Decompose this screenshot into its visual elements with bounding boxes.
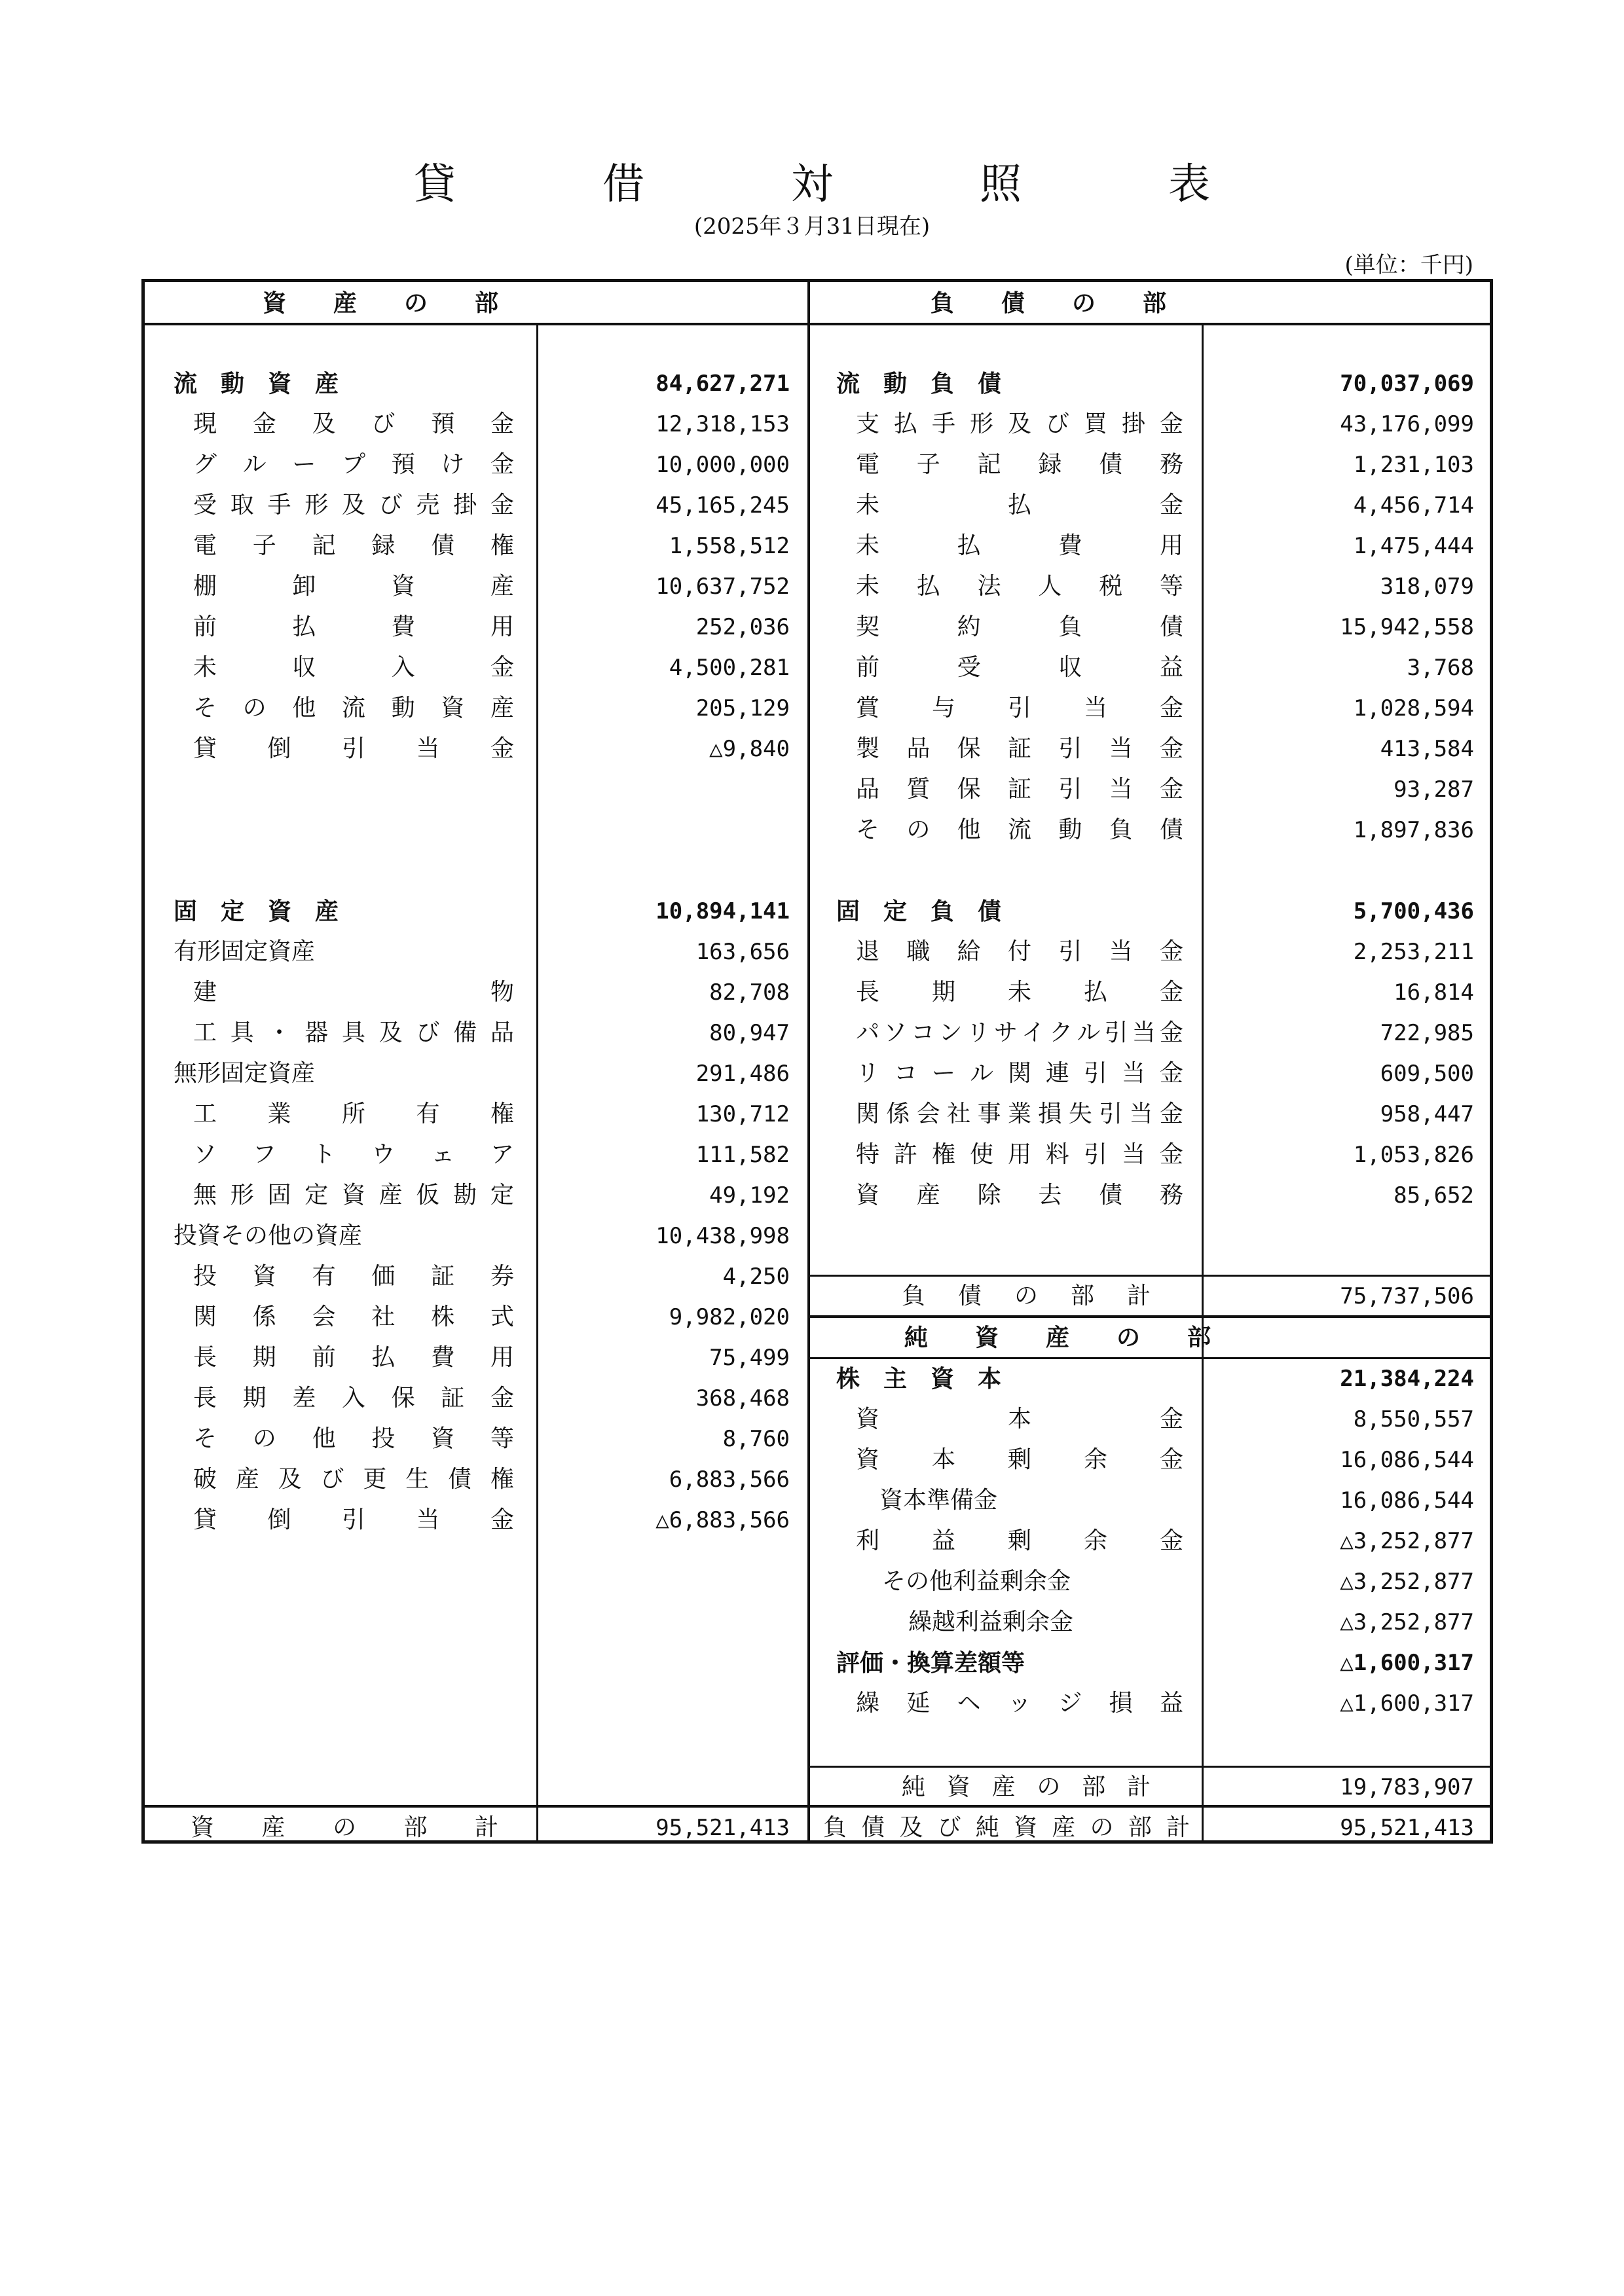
net-assets-total-row bbox=[810, 1767, 1490, 1808]
table-row bbox=[145, 485, 807, 526]
row-label: 貸 倒 引 当 金 bbox=[193, 735, 514, 762]
row-value: 95,521,413 bbox=[1340, 1815, 1474, 1841]
row-value: 1,231,103 bbox=[1353, 452, 1474, 478]
row-label: 固 定 資 産 bbox=[174, 898, 339, 925]
table-row bbox=[145, 1216, 807, 1256]
row-value: 8,550,557 bbox=[1353, 1406, 1474, 1432]
row-value: 5,700,436 bbox=[1353, 898, 1474, 924]
row-label: 電 子 記 録 債 権 bbox=[193, 532, 514, 559]
assets-total-row bbox=[145, 1808, 807, 1848]
row-label: 未 払 金 bbox=[856, 492, 1183, 519]
table-row bbox=[810, 1561, 1490, 1602]
assets-header: 資 産 の 部 bbox=[263, 289, 499, 317]
row-value: 43,176,099 bbox=[1340, 411, 1474, 437]
row-value: 958,447 bbox=[1380, 1101, 1474, 1127]
table-row bbox=[810, 647, 1490, 688]
row-value: 15,942,558 bbox=[1340, 614, 1474, 640]
row-value: △3,252,877 bbox=[1340, 1569, 1474, 1595]
table-row bbox=[145, 932, 807, 972]
row-value: 16,086,544 bbox=[1340, 1487, 1474, 1514]
row-label: 工 具 ・ 器 具 及 び 備 品 bbox=[193, 1019, 514, 1046]
row-value: 318,079 bbox=[1380, 574, 1474, 600]
row-value: △3,252,877 bbox=[1340, 1528, 1474, 1554]
row-label: そ の 他 流 動 負 債 bbox=[856, 816, 1183, 843]
row-label: 製 品 保 証 引 当 金 bbox=[856, 735, 1183, 762]
row-value: 8,760 bbox=[722, 1426, 790, 1452]
row-label: 固 定 負 債 bbox=[836, 898, 1002, 925]
row-value: 21,384,224 bbox=[1340, 1366, 1474, 1392]
row-value: 205,129 bbox=[695, 695, 790, 721]
row-label: 工 業 所 有 権 bbox=[193, 1101, 514, 1127]
fixed-assets-row bbox=[145, 891, 807, 932]
row-value: △3,252,877 bbox=[1340, 1609, 1474, 1635]
liabilities-total-row bbox=[810, 1276, 1490, 1317]
table-row bbox=[810, 972, 1490, 1013]
row-value: 75,737,506 bbox=[1340, 1283, 1474, 1309]
table-row bbox=[810, 1053, 1490, 1094]
row-label: 無形固定資産 bbox=[174, 1060, 316, 1087]
table-row bbox=[810, 688, 1490, 729]
row-value: △9,840 bbox=[709, 736, 790, 762]
balance-sheet-table bbox=[141, 279, 1493, 1844]
net-assets-header: 純 資 産 の 部 bbox=[904, 1324, 1211, 1351]
row-value: 10,438,998 bbox=[655, 1223, 790, 1249]
table-row bbox=[145, 1175, 807, 1216]
row-value: 10,894,141 bbox=[655, 898, 790, 924]
row-label: 無 形 固 定 資 産 仮 勘 定 bbox=[193, 1182, 514, 1209]
row-value: 163,656 bbox=[695, 939, 790, 965]
row-value: 84,627,271 bbox=[655, 371, 790, 397]
table-row bbox=[810, 1480, 1490, 1521]
row-value: 291,486 bbox=[695, 1061, 790, 1087]
row-value: 49,192 bbox=[709, 1182, 790, 1209]
table-row bbox=[810, 1602, 1490, 1643]
row-label: 受 取 手 形 及 び 売 掛 金 bbox=[193, 492, 514, 519]
row-value: 4,250 bbox=[722, 1264, 790, 1290]
row-value: △1,600,317 bbox=[1340, 1650, 1474, 1676]
row-value: 413,584 bbox=[1380, 736, 1474, 762]
current-assets-row bbox=[145, 363, 807, 404]
row-label: 品 質 保 証 引 当 金 bbox=[856, 776, 1183, 803]
row-label: パ ソ コ ン リ サ イ ク ル 引 当 金 bbox=[856, 1019, 1183, 1046]
table-row bbox=[810, 1440, 1490, 1480]
table-row bbox=[810, 729, 1490, 769]
row-value: 722,985 bbox=[1380, 1020, 1474, 1046]
row-label: 未 払 法 人 税 等 bbox=[856, 573, 1183, 600]
valuation-row bbox=[810, 1643, 1490, 1683]
table-row bbox=[810, 485, 1490, 526]
table-row bbox=[145, 1338, 807, 1378]
table-row bbox=[145, 607, 807, 647]
row-value: 4,500,281 bbox=[669, 655, 790, 681]
row-label: 退 職 給 付 引 当 金 bbox=[856, 938, 1183, 965]
row-value: 1,028,594 bbox=[1353, 695, 1474, 721]
row-label: 資 本 金 bbox=[856, 1406, 1183, 1432]
row-label: 関 係 会 社 事 業 損 失 引 当 金 bbox=[856, 1101, 1183, 1127]
row-value: 85,652 bbox=[1393, 1182, 1474, 1209]
row-label: 長 期 差 入 保 証 金 bbox=[193, 1385, 514, 1412]
row-value: 4,456,714 bbox=[1353, 492, 1474, 519]
row-label: リ コ ー ル 関 連 引 当 金 bbox=[856, 1060, 1183, 1087]
row-value: 252,036 bbox=[695, 614, 790, 640]
table-row bbox=[145, 1053, 807, 1094]
date-label: (2025年３月31日現在) bbox=[693, 213, 931, 240]
row-label: 賞 与 引 当 金 bbox=[856, 695, 1183, 721]
table-row bbox=[145, 972, 807, 1013]
row-label: グ ル ー プ 預 け 金 bbox=[193, 451, 514, 478]
row-label: 長 期 前 払 費 用 bbox=[193, 1344, 514, 1371]
row-value: 16,086,544 bbox=[1340, 1447, 1474, 1473]
unit-label: (単位：千円) bbox=[1344, 252, 1473, 278]
row-label: 負 債 及 び 純 資 産 の 部 計 bbox=[823, 1814, 1190, 1841]
row-label: 投資その他の資産 bbox=[174, 1222, 363, 1249]
row-value: 75,499 bbox=[709, 1345, 790, 1371]
row-value: △6,883,566 bbox=[655, 1507, 790, 1533]
page-title: 貸 借 対 照 表 bbox=[414, 160, 1263, 209]
row-value: 1,558,512 bbox=[669, 533, 790, 559]
row-label: 特 許 権 使 用 料 引 当 金 bbox=[856, 1141, 1183, 1168]
row-label: 前 受 収 益 bbox=[856, 654, 1183, 681]
equity-row bbox=[810, 1358, 1490, 1399]
row-label: 支 払 手 形 及 び 買 掛 金 bbox=[856, 410, 1183, 437]
table-row bbox=[810, 445, 1490, 485]
row-value: 70,037,069 bbox=[1340, 371, 1474, 397]
table-row bbox=[810, 607, 1490, 647]
table-row bbox=[145, 1135, 807, 1175]
row-label: 建 物 bbox=[193, 979, 514, 1006]
row-label: 前 払 費 用 bbox=[193, 613, 514, 640]
row-label: 利 益 剰 余 金 bbox=[856, 1527, 1183, 1554]
table-row bbox=[810, 1094, 1490, 1135]
row-label: 現 金 及 び 預 金 bbox=[193, 410, 514, 437]
row-label: 長 期 未 払 金 bbox=[856, 979, 1183, 1006]
row-value: 1,475,444 bbox=[1353, 533, 1474, 559]
fixed-liabilities-row bbox=[810, 891, 1490, 932]
table-row bbox=[145, 1094, 807, 1135]
row-label: 関 係 会 社 株 式 bbox=[193, 1303, 514, 1330]
table-row bbox=[145, 404, 807, 445]
table-row bbox=[145, 688, 807, 729]
row-label: 棚 卸 資 産 bbox=[193, 573, 514, 600]
row-value: 1,897,836 bbox=[1353, 817, 1474, 843]
row-value: 9,982,020 bbox=[669, 1304, 790, 1330]
table-row bbox=[145, 729, 807, 769]
table-row bbox=[810, 810, 1490, 850]
table-row bbox=[145, 566, 807, 607]
row-label: 資本準備金 bbox=[879, 1487, 998, 1514]
row-value: 95,521,413 bbox=[655, 1815, 790, 1841]
row-label: 流 動 資 産 bbox=[174, 370, 339, 397]
row-label: 未 収 入 金 bbox=[193, 654, 514, 681]
row-value: 1,053,826 bbox=[1353, 1142, 1474, 1168]
table-row bbox=[145, 647, 807, 688]
row-label: 繰越利益剰余金 bbox=[908, 1609, 1074, 1635]
row-value: △1,600,317 bbox=[1340, 1690, 1474, 1717]
row-label: 負 債 の 部 計 bbox=[902, 1283, 1151, 1309]
table-row bbox=[810, 1399, 1490, 1440]
table-row bbox=[810, 1135, 1490, 1175]
row-label: 資 本 剰 余 金 bbox=[856, 1446, 1183, 1473]
row-label: 契 約 負 債 bbox=[856, 613, 1183, 640]
table-row bbox=[145, 1013, 807, 1053]
row-label: 投 資 有 価 証 券 bbox=[193, 1263, 514, 1290]
table-row bbox=[810, 566, 1490, 607]
row-label: 電 子 記 録 債 務 bbox=[856, 451, 1183, 478]
table-row bbox=[810, 932, 1490, 972]
row-value: 368,468 bbox=[695, 1385, 790, 1412]
table-row bbox=[810, 1013, 1490, 1053]
table-row bbox=[145, 445, 807, 485]
row-value: 3,768 bbox=[1407, 655, 1474, 681]
row-value: 10,637,752 bbox=[655, 574, 790, 600]
row-label: そ の 他 流 動 資 産 bbox=[193, 695, 514, 721]
row-value: 19,783,907 bbox=[1340, 1774, 1474, 1800]
row-label: 有形固定資産 bbox=[174, 938, 316, 965]
table-row bbox=[810, 1175, 1490, 1216]
row-label: 資 産 の 部 計 bbox=[191, 1814, 498, 1841]
table-row bbox=[810, 1521, 1490, 1561]
row-value: 130,712 bbox=[695, 1101, 790, 1127]
table-row bbox=[145, 1500, 807, 1540]
row-label: 繰 延 ヘ ッ ジ 損 益 bbox=[856, 1690, 1183, 1717]
row-label: 資 産 除 去 債 務 bbox=[856, 1182, 1183, 1209]
table-row bbox=[810, 404, 1490, 445]
current-liabilities-row bbox=[810, 363, 1490, 404]
table-row bbox=[810, 526, 1490, 566]
table-row bbox=[810, 769, 1490, 810]
row-value: 10,000,000 bbox=[655, 452, 790, 478]
row-label: ソ フ ト ウ ェ ア bbox=[193, 1141, 514, 1168]
row-value: 6,883,566 bbox=[669, 1467, 790, 1493]
row-label: 流 動 負 債 bbox=[836, 370, 1002, 397]
row-value: 80,947 bbox=[709, 1020, 790, 1046]
table-row bbox=[145, 1378, 807, 1419]
table-row bbox=[145, 1297, 807, 1338]
row-value: 93,287 bbox=[1393, 776, 1474, 803]
row-label: その他利益剰余金 bbox=[882, 1568, 1071, 1595]
row-value: 609,500 bbox=[1380, 1061, 1474, 1087]
table-row bbox=[145, 1459, 807, 1500]
table-row bbox=[145, 1256, 807, 1297]
liabilities-header: 負 債 の 部 bbox=[931, 289, 1167, 317]
table-row bbox=[145, 526, 807, 566]
grand-total-row bbox=[810, 1808, 1490, 1848]
row-label: 評価・換算差額等 bbox=[836, 1649, 1025, 1677]
row-value: 2,253,211 bbox=[1353, 939, 1474, 965]
table-row bbox=[145, 1419, 807, 1459]
row-value: 12,318,153 bbox=[655, 411, 790, 437]
table-row bbox=[810, 1683, 1490, 1724]
row-value: 16,814 bbox=[1393, 979, 1474, 1006]
row-value: 45,165,245 bbox=[655, 492, 790, 519]
row-label: 純 資 産 の 部 計 bbox=[902, 1774, 1151, 1800]
row-label: そ の 他 投 資 等 bbox=[193, 1425, 514, 1452]
row-value: 111,582 bbox=[695, 1142, 790, 1168]
row-label: 貸 倒 引 当 金 bbox=[193, 1506, 514, 1533]
row-label: 破 産 及 び 更 生 債 権 bbox=[193, 1466, 514, 1493]
row-label: 株 主 資 本 bbox=[836, 1365, 1002, 1393]
row-label: 未 払 費 用 bbox=[856, 532, 1183, 559]
row-value: 82,708 bbox=[709, 979, 790, 1006]
